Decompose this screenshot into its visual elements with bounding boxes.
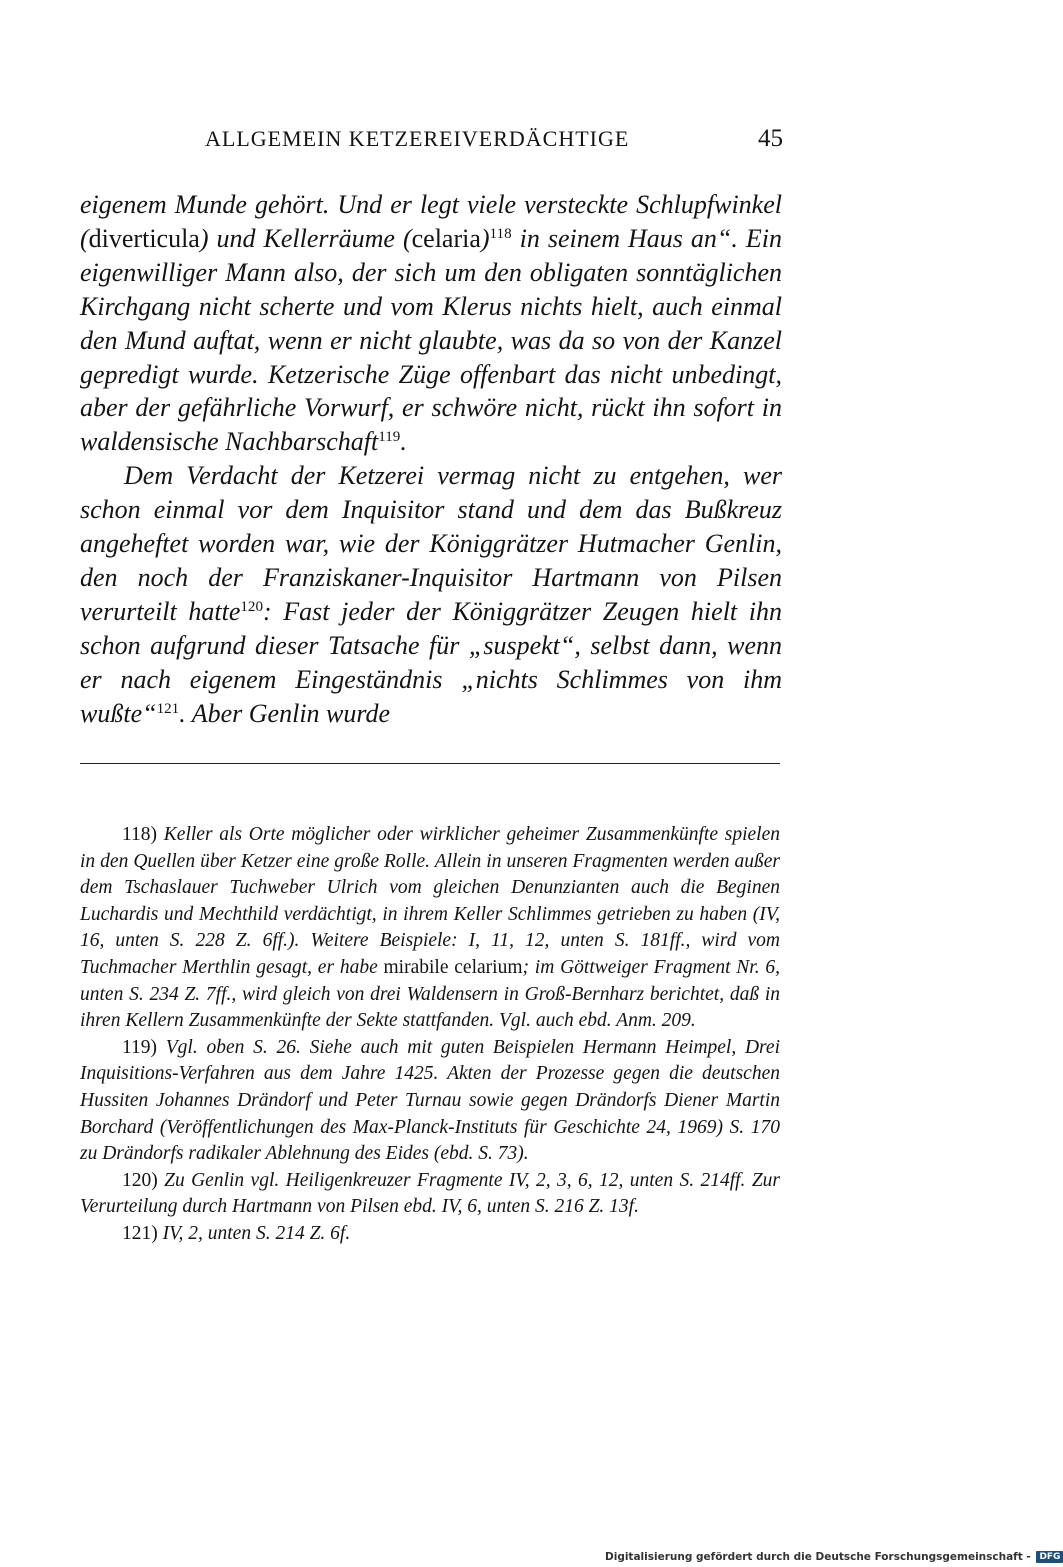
credit-text: Digitalisierung gefördert durch die Deutsche Forschungsgemeinschaft - xyxy=(605,1551,1031,1563)
page-number: 45 xyxy=(758,125,783,152)
footnote-ref-119[interactable]: 119 xyxy=(378,429,401,446)
footnote-number: 119) xyxy=(122,1036,158,1058)
footnote-ref-118[interactable]: 118 xyxy=(489,225,512,242)
text-run: ) xyxy=(480,223,490,253)
text-run: . Aber Genlin wurde xyxy=(179,698,391,728)
paragraph-2 xyxy=(80,459,782,730)
dfg-logo-icon: DFG xyxy=(1036,1551,1063,1563)
text-run: ) und Kellerräume ( xyxy=(199,223,412,253)
footnote-118 xyxy=(80,822,780,1035)
footnotes xyxy=(80,822,780,1248)
footnote-119 xyxy=(80,1035,780,1168)
text-run: : Fast jeder der Königgrätzer Zeugen hielt ihn schon aufgrund dieser Tatsache für „suspekt“, selbst dann, wenn er nach eigenem Eingeständnis „nichts Schlimmes von ihm wußte“ xyxy=(80,596,782,728)
text-run: in seinem Haus an“. Ein eigenwilliger Mann also, der sich um den obligaten sonntäglichen Kirchgang nicht scherte und vom Klerus nichts hielt, auch einmal den Mund auftat, wenn er nicht glaubte, was da so von der Kanzel gepredigt wurde. Ketzerische Züge offenbart das nicht unbedingt, aber der gefährliche Vorwurf, er schwöre nicht, rückt ihn sofort in waldensische Nachbarschaft xyxy=(80,223,782,457)
footnote-ref-121[interactable]: 121 xyxy=(156,700,180,717)
text-run: . xyxy=(400,427,407,457)
footnote-text: Zu Genlin vgl. Heiligenkreuzer Fragmente IV, 2, 3, 6, 12, unten S. 214ff. Zur Verurteilung durch Hartmann von Pilsen ebd. IV, 6, unten S. 216 Z. 13f. xyxy=(80,1169,780,1218)
footnote-text: IV, 2, unten S. 214 Z. 6f. xyxy=(157,1222,351,1244)
paragraph-1 xyxy=(80,188,782,459)
footnote-text: Vgl. oben S. 26. Siehe auch mit guten Beispielen Hermann Heimpel, Drei Inquisitions-Verfahren aus dem Jahre 1425. Akten der Prozesse gegen die deutschen Hussiten Johannes Drändorf und Peter Turnau sowie gegen Drändorfs Diener Martin Borchard (Veröffentlichungen des Max-Planck-Instituts für Geschichte 24, 1969) S. 170 zu Drändorfs radikaler Ablehnung des Eides (ebd. S. 73). xyxy=(80,1036,780,1165)
footnote-121 xyxy=(80,1221,780,1248)
text-run: eigenem Munde gehört. Und er legt viele versteckte Schlupfwinkel ( xyxy=(80,190,782,253)
footnote-divider xyxy=(80,763,780,764)
footnote-120 xyxy=(80,1168,780,1221)
latin-term: mirabile celarium xyxy=(383,956,523,978)
footnote-ref-120[interactable]: 120 xyxy=(240,598,263,615)
footnote-number: 121) xyxy=(122,1222,158,1244)
footnote-text: ; im Göttweiger Fragment Nr. 6, unten S. 234 Z. 7ff., wird gleich von drei Waldensern in Groß-Bernharz berichtet, daß in ihren Kellern Zusammenkünfte der Sekte stattfanden. Vgl. auch ebd. Anm. 209. xyxy=(80,956,781,1032)
latin-term: celaria xyxy=(411,223,481,253)
latin-term: diverticula xyxy=(88,223,200,253)
main-text xyxy=(80,188,782,731)
footnote-text: Keller als Orte möglicher oder wirklicher geheimer Zusammenkünfte spielen in den Quellen über Ketzer eine große Rolle. Allein in unseren Fragmenten werden außer dem Tschaslauer Tuchweber Ulrich vom gleichen Denunzianten auch die Beginen Luchardis und Mechthild verdächtigt, in ihrem Keller Schlimmes getrieben zu haben (IV, 16, unten S. 228 Z. 6ff.). Weitere Beispiele: I, 11, 12, unten S. 181ff., wird vom Tuchmacher Merthlin gesagt, er habe xyxy=(80,824,780,978)
text-run: Dem Verdacht der Ketzerei vermag nicht zu entgehen, wer schon einmal vor dem Inquisitor stand und dem das Bußkreuz angeheftet worden war, wie der Königgrätzer Hutmacher Genlin, den noch der Franziskaner-Inquisitor Hartmann von Pilsen verurteilt hatte xyxy=(80,461,782,626)
running-head-title: ALLGEMEIN KETZEREIVERDÄCHTIGE xyxy=(205,126,630,151)
footnote-number: 120) xyxy=(122,1169,158,1191)
footnote-number: 118) xyxy=(122,824,158,845)
digitization-credit xyxy=(605,1549,1063,1565)
